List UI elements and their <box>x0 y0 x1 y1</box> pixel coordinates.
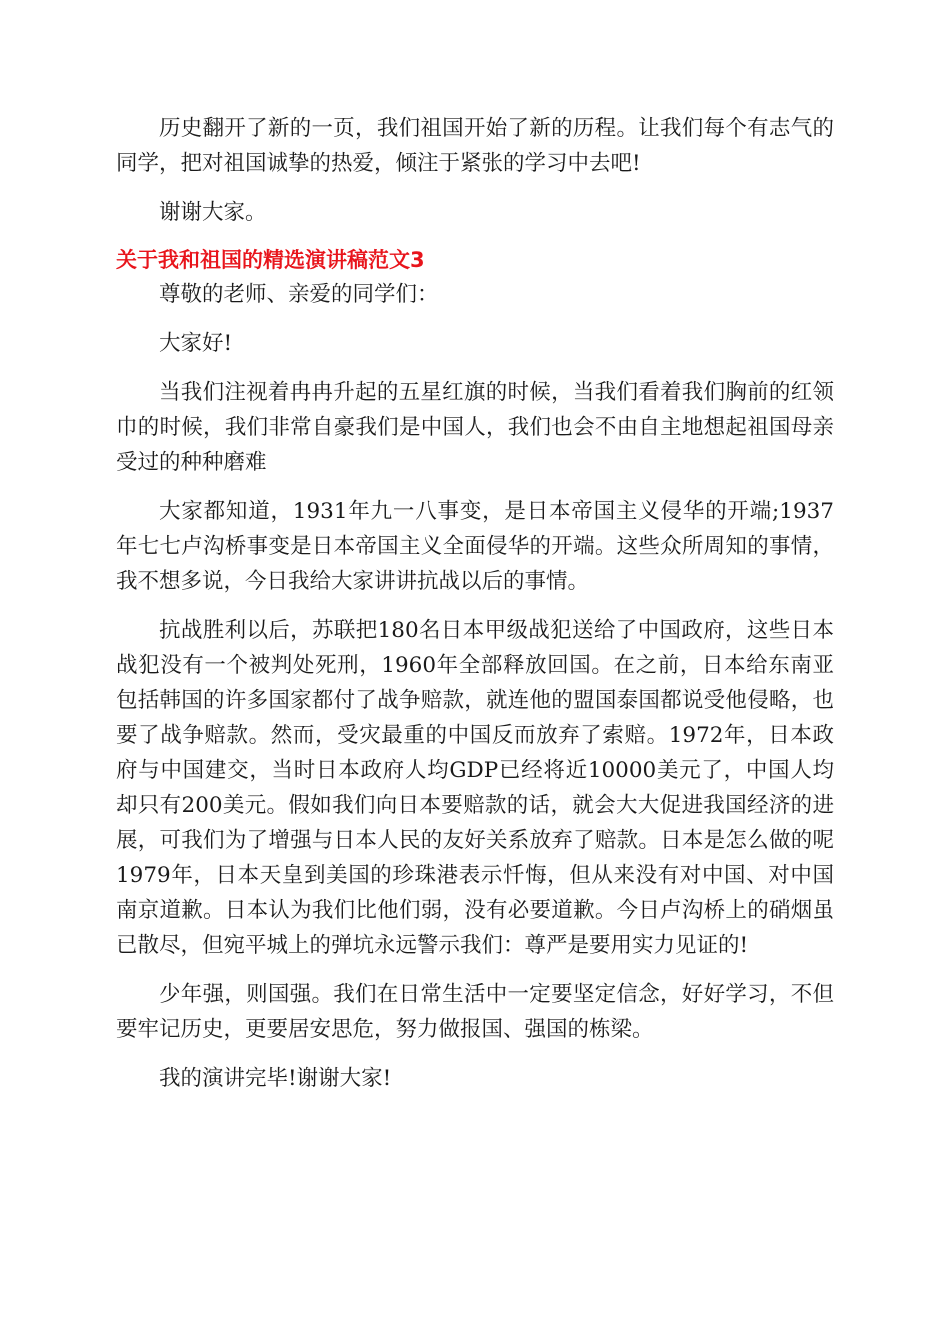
paragraph-youth-strong: 少年强，则国强。我们在日常生活中一定要坚定信念，好好学习，不但要牢记历史，更要居安思危，努力做报国、强国的栋梁。 <box>116 982 834 1042</box>
paragraph-thanks: 谢谢大家。 <box>159 200 267 225</box>
section-heading: 关于我和祖国的精选演讲稿范文3 <box>116 248 425 272</box>
paragraph-after-war: 抗战胜利以后，苏联把180名日本甲级战犯送给了中国政府，这些日本战犯没有一个被判处死刑，1960年全部释放回国。在之前，日本给东南亚包括韩国的许多国家都付了战争赔款，就连他的盟国泰国都说受他侵略，也要了战争赔款。然而，受灾最重的中国反而放弃了索赔。1972年，日本政府与中国建交，当时日本政府人均GDP已经将近10000美元了，中国人均却只有200美元。假如我们向日本要赔款的话，就会大大促进我国经济的进展，可我们为了增强与日本人民的友好关系放弃了赔款。日本是怎么做的呢1979年，日本天皇到美国的珍珠港表示忏悔，但从来没有对中国、对中国南京道歉。日本认为我们比他们弱，没有必要道歉。今日卢沟桥上的硝烟虽已散尽，但宛平城上的弹坑永远警示我们：尊严是要用实力见证的! <box>116 618 834 958</box>
paragraph-history-events: 大家都知道，1931年九一八事变，是日本帝国主义侵华的开端;1937年七七卢沟桥事变是日本帝国主义全面侵华的开端。这些众所周知的事情，我不想多说，今日我给大家讲讲抗战以后的事情。 <box>116 499 834 594</box>
paragraph-closing: 我的演讲完毕!谢谢大家! <box>159 1066 392 1091</box>
document-body <box>116 111 834 1096</box>
paragraph-greeting: 大家好! <box>159 331 233 356</box>
paragraph-flag: 当我们注视着冉冉升起的五星红旗的时候，当我们看着我们胸前的红领巾的时候，我们非常自豪我们是中国人，我们也会不由自主地想起祖国母亲受过的种种磨难 <box>116 380 834 475</box>
paragraph-salutation: 尊敬的老师、亲爱的同学们： <box>159 282 439 307</box>
paragraph-history-new-page: 历史翻开了新的一页，我们祖国开始了新的历程。让我们每个有志气的同学，把对祖国诚挚的热爱，倾注于紧张的学习中去吧! <box>116 116 834 176</box>
